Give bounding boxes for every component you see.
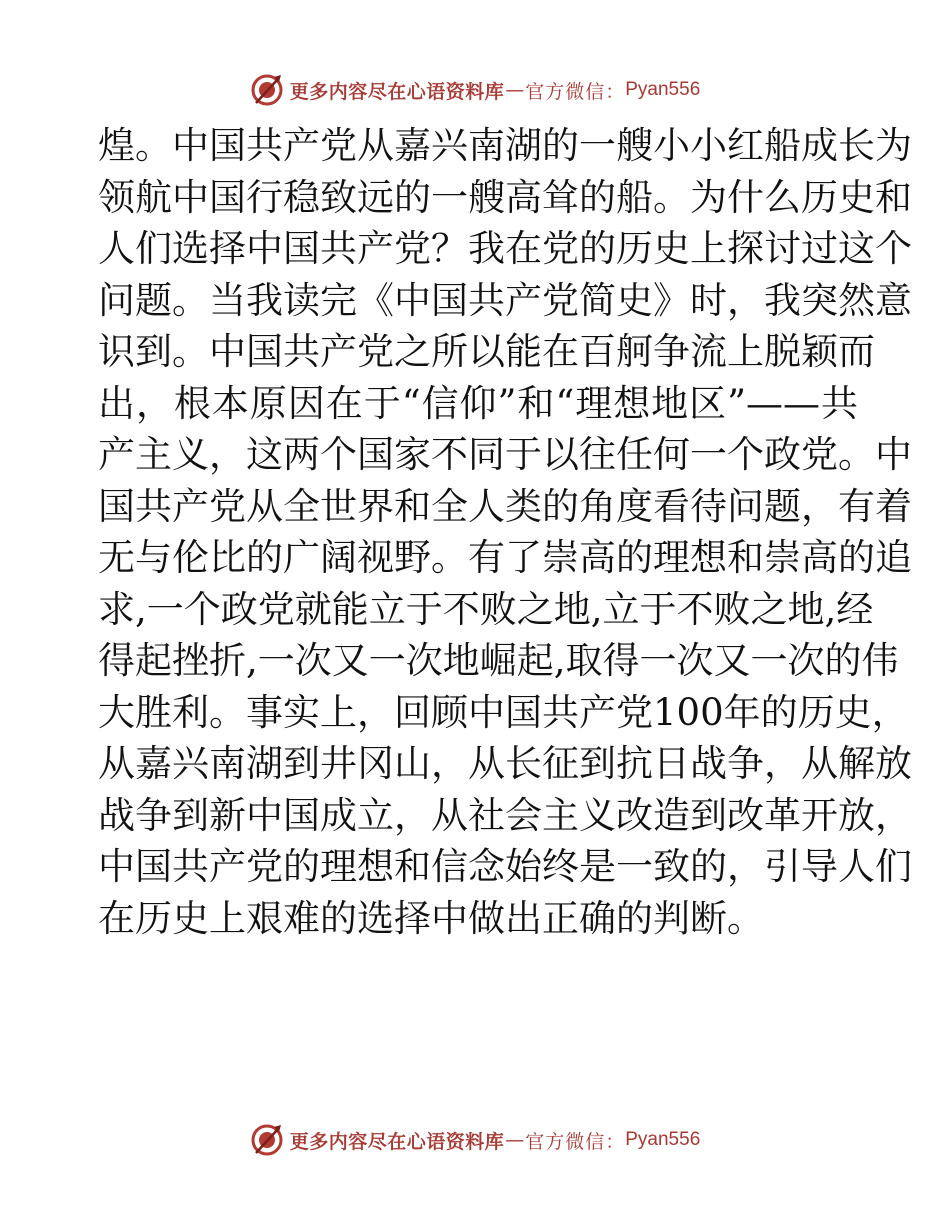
body-line: 无与伦比的广阔视野。有了崇高的理想和崇高的追 <box>98 536 912 579</box>
body-line: 战争到新中国成立，从社会主义改造到改革开放， <box>98 793 912 837</box>
body-line: 问题。当我读完《中国共产党简史》时，我突然意 <box>98 278 912 322</box>
header-banner <box>0 70 950 110</box>
body-line: 大胜利。事实上，回顾中国共产党100年的历史， <box>98 690 909 734</box>
body-line: 求,一个政党就能立于不败之地,立于不败之地,经 <box>98 587 874 631</box>
body-line: 煌。中国共产党从嘉兴南湖的一艘小小红船成长为 <box>98 124 912 167</box>
footer-banner <box>0 1120 950 1160</box>
body-line: 国共产党从全世界和全人类的角度看待问题，有着 <box>98 484 912 528</box>
body-line: 领航中国行稳致远的一艘高耸的船。为什么历史和 <box>98 175 912 219</box>
quill-seal-logo-icon <box>250 73 284 107</box>
header-dash: — <box>505 79 525 101</box>
body-line: 中国共产党的理想和信念始终是一致的，引导人们 <box>98 845 912 888</box>
footer-wechat-label: 官方微信： <box>525 1130 626 1153</box>
footer-dash: — <box>505 1129 525 1151</box>
header-wechat-id: Pyan556 <box>625 79 701 100</box>
quill-seal-logo-icon <box>250 1123 284 1157</box>
body-line: 产主义，这两个国家不同于以往任何一个政党。中 <box>98 433 912 476</box>
body-line: 人们选择中国共产党？我在党的历史上探讨过这个 <box>98 227 912 270</box>
header-brand-text: 更多内容尽在心语资料库 <box>289 80 505 103</box>
header-wechat-label: 官方微信： <box>525 80 626 103</box>
body-line-last: 在历史上艰难的选择中做出正确的判断。 <box>98 896 764 940</box>
body-line: 出，根本原因在于“信仰”和“理想地区”——共 <box>98 381 858 425</box>
body-line: 识到。中国共产党之所以能在百舸争流上脱颖而 <box>98 330 875 373</box>
body-line: 从嘉兴南湖到井冈山，从长征到抗日战争，从解放 <box>98 742 912 785</box>
document-body <box>98 120 912 944</box>
footer-wechat-id: Pyan556 <box>625 1129 701 1150</box>
footer-brand-text: 更多内容尽在心语资料库 <box>289 1130 505 1153</box>
body-line: 得起挫折,一次又一次地崛起,取得一次又一次的伟 <box>98 639 899 682</box>
